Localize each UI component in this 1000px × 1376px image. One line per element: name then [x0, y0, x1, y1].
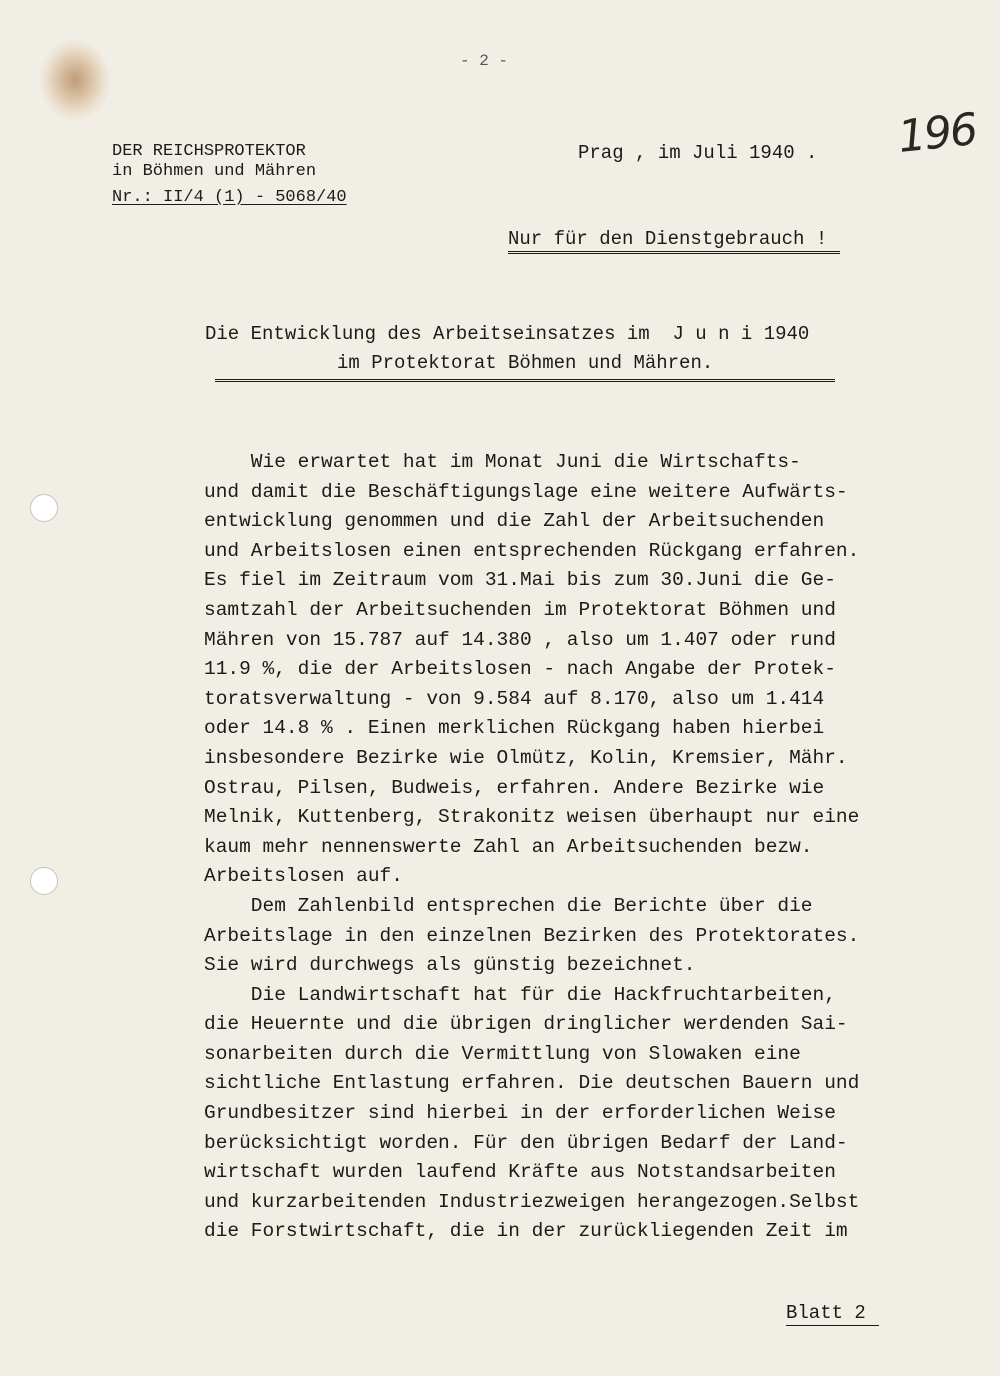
sender-block	[112, 142, 347, 208]
body-line: sichtliche Entlastung erfahren. Die deutschen Bauern und	[204, 1072, 860, 1095]
body-line: Sie wird durchwegs als günstig bezeichnet.	[204, 954, 696, 977]
classification-notice: Nur für den Dienstgebrauch !	[508, 228, 828, 250]
body-line: toratsverwaltung - von 9.584 auf 8.170, also um 1.414	[204, 687, 825, 710]
document-title	[205, 320, 809, 378]
body-line: sonarbeiten durch die Vermittlung von Slowaken eine	[204, 1042, 801, 1065]
date-line: Prag , im Juli 1940 .	[578, 142, 818, 164]
body-line: die Forstwirtschaft, die in der zurückliegenden Zeit im	[204, 1220, 848, 1243]
reference-number: Nr.: II/4 (1) - 5068/40	[112, 188, 347, 207]
body-line: Es fiel im Zeitraum vom 31.Mai bis zum 30.Juni die Ge-	[204, 569, 836, 592]
body-line: entwicklung genommen und die Zahl der Arbeitsuchenden	[204, 510, 825, 533]
body-line: Arbeitslosen auf.	[204, 865, 403, 888]
body-line: 11.9 %, die der Arbeitslosen - nach Angabe der Protek-	[204, 658, 836, 681]
body-line: Melnik, Kuttenberg, Strakonitz weisen überhaupt nur eine	[204, 806, 860, 829]
sender-line-2: in Böhmen und Mähren	[112, 162, 317, 181]
title-line-2: im Protektorat Böhmen und Mähren.	[337, 352, 714, 374]
punch-hole-upper	[30, 494, 58, 522]
body-line: Wie erwartet hat im Monat Juni die Wirtschafts-	[204, 451, 801, 473]
punch-hole-lower	[30, 867, 58, 895]
body-line: berücksichtigt worden. Für den übrigen Bedarf der Land-	[204, 1131, 848, 1154]
body-line: Ostrau, Pilsen, Budweis, erfahren. Andere Bezirke wie	[204, 776, 825, 799]
sheet-footer: Blatt 2	[786, 1302, 866, 1324]
body-text	[204, 448, 884, 1247]
body-line: wirtschaft wurden laufend Kräfte aus Notstandsarbeiten	[204, 1161, 836, 1184]
footer-underline	[786, 1325, 879, 1326]
body-line: kaum mehr nennenswerte Zahl an Arbeitsuchenden bezw.	[204, 835, 813, 858]
body-line: und kurzarbeitenden Industriezweigen herangezogen.Selbst	[204, 1190, 860, 1213]
body-line: und damit die Beschäftigungslage eine weitere Aufwärts-	[204, 480, 848, 503]
body-line: insbesondere Bezirke wie Olmütz, Kolin, Kremsier, Mähr.	[204, 746, 848, 769]
body-line: oder 14.8 % . Einen merklichen Rückgang haben hierbei	[204, 717, 825, 740]
rust-stain	[40, 40, 110, 120]
classification-underline	[508, 251, 840, 254]
title-line-1: Die Entwicklung des Arbeitseinsatzes im J u n i 1940	[205, 323, 810, 345]
page-top-mark: - 2 -	[460, 52, 509, 70]
body-line: Dem Zahlenbild entsprechen die Berichte über die	[204, 894, 813, 917]
body-line: und Arbeitslosen einen entsprechenden Rückgang erfahren.	[204, 539, 860, 562]
body-line: samtzahl der Arbeitsuchenden im Protektorat Böhmen und	[204, 598, 836, 621]
sender-line-1: DER REICHSPROTEKTOR	[112, 142, 306, 161]
handwritten-page-number: 196	[895, 104, 979, 163]
body-line: Arbeitslage in den einzelnen Bezirken des Protektorates.	[204, 924, 860, 947]
body-line: Mähren von 15.787 auf 14.380 , also um 1.407 oder rund	[204, 628, 836, 651]
body-line: die Heuernte und die übrigen dringlicher werdenden Sai-	[204, 1013, 848, 1036]
body-line: Die Landwirtschaft hat für die Hackfruchtarbeiten,	[204, 983, 836, 1006]
body-line: Grundbesitzer sind hierbei in der erforderlichen Weise	[204, 1102, 836, 1125]
title-underline	[215, 379, 835, 382]
